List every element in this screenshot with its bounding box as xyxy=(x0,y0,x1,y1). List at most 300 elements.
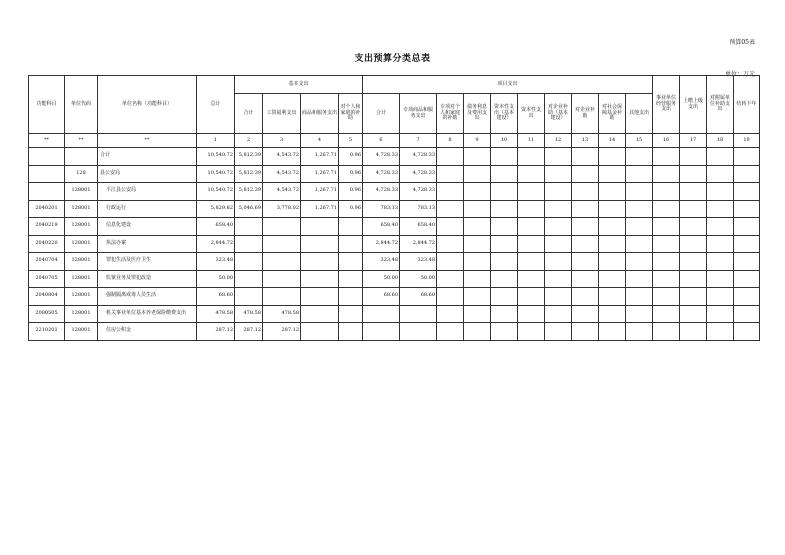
col-project-2: 专项对个人和家庭的补助 xyxy=(437,94,464,134)
basic-total-cell xyxy=(235,270,263,288)
empty-cell xyxy=(491,183,518,201)
index-cell: 9 xyxy=(464,134,491,148)
page-title: 支出预算分类总表 xyxy=(354,54,431,64)
empty-cell xyxy=(518,288,545,306)
col-project-0: 合计 xyxy=(363,94,400,134)
index-cell: 10 xyxy=(491,134,518,148)
table-row xyxy=(29,165,760,183)
project-total-cell: 323.48 xyxy=(363,253,400,271)
basic-person-cell xyxy=(339,288,363,306)
empty-cell xyxy=(464,148,491,166)
index-cell: 8 xyxy=(437,134,464,148)
table-row xyxy=(29,200,760,218)
empty-cell xyxy=(437,183,464,201)
table-body xyxy=(29,148,760,341)
empty-cell xyxy=(437,253,464,271)
basic-person-cell xyxy=(339,235,363,253)
project-total-cell: 68.60 xyxy=(363,288,400,306)
table-row xyxy=(29,270,760,288)
col-total: 总计 xyxy=(197,76,235,134)
func-code-cell xyxy=(29,165,65,183)
empty-cell xyxy=(572,235,599,253)
col-project-8: 对社会保障基金补助 xyxy=(599,94,626,134)
col-basic-0: 合计 xyxy=(235,94,263,134)
total-cell: 323.48 xyxy=(197,253,235,271)
basic-person-cell xyxy=(339,270,363,288)
empty-cell xyxy=(491,270,518,288)
total-cell: 50.00 xyxy=(197,270,235,288)
empty-cell xyxy=(599,218,626,236)
total-cell: 287.12 xyxy=(197,323,235,341)
unit-name-cell: 机关事业单位基本养老保险缴费支出 xyxy=(98,305,197,323)
empty-cell xyxy=(518,183,545,201)
unit-name-cell: 合计 xyxy=(98,148,197,166)
empty-cell xyxy=(518,148,545,166)
empty-cell xyxy=(518,235,545,253)
total-cell: 68.60 xyxy=(197,288,235,306)
table-row xyxy=(29,235,760,253)
empty-cell xyxy=(599,305,626,323)
empty-cell xyxy=(707,270,734,288)
empty-cell xyxy=(680,165,707,183)
basic-person-cell xyxy=(339,323,363,341)
empty-cell xyxy=(464,200,491,218)
basic-wage-cell: 478.58 xyxy=(263,305,301,323)
empty-cell xyxy=(599,235,626,253)
empty-cell xyxy=(572,148,599,166)
empty-cell xyxy=(653,148,680,166)
empty-cell xyxy=(491,288,518,306)
empty-cell xyxy=(572,165,599,183)
table-row xyxy=(29,288,760,306)
empty-cell xyxy=(545,235,572,253)
basic-wage-cell xyxy=(263,288,301,306)
unit-name-cell: 罪犯生活及医疗卫生 xyxy=(98,253,197,271)
basic-person-cell: 0.96 xyxy=(339,200,363,218)
empty-cell xyxy=(680,148,707,166)
col-project-7: 对企业补助 xyxy=(572,94,599,134)
basic-total-cell: 5,812.39 xyxy=(235,165,263,183)
empty-cell xyxy=(491,148,518,166)
empty-cell xyxy=(545,165,572,183)
empty-cell xyxy=(491,200,518,218)
basic-goods-cell: 1,267.71 xyxy=(301,165,339,183)
project-goods-cell: 68.60 xyxy=(400,288,437,306)
total-cell: 2,844.72 xyxy=(197,235,235,253)
func-code-cell: 2080505 xyxy=(29,305,65,323)
table-row xyxy=(29,305,760,323)
empty-cell xyxy=(518,165,545,183)
index-cell: 18 xyxy=(707,134,734,148)
basic-total-cell xyxy=(235,218,263,236)
unit-code-cell: 128001 xyxy=(65,218,98,236)
col-project-9: 其他支出 xyxy=(626,94,653,134)
empty-cell xyxy=(653,253,680,271)
project-goods-cell: 658.40 xyxy=(400,218,437,236)
empty-cell xyxy=(545,288,572,306)
basic-wage-cell: 4,543.72 xyxy=(263,183,301,201)
table-row xyxy=(29,148,760,166)
basic-person-cell: 0.96 xyxy=(339,183,363,201)
empty-cell xyxy=(680,323,707,341)
unit-code-cell xyxy=(65,148,98,166)
empty-cell xyxy=(437,235,464,253)
empty-cell xyxy=(734,183,760,201)
table-row xyxy=(29,253,760,271)
empty-cell xyxy=(599,288,626,306)
empty-cell xyxy=(545,305,572,323)
index-cell: 16 xyxy=(653,134,680,148)
basic-total-cell xyxy=(235,253,263,271)
empty-cell xyxy=(680,235,707,253)
basic-total-cell xyxy=(235,235,263,253)
index-cell: 6 xyxy=(363,134,400,148)
empty-cell xyxy=(572,323,599,341)
empty-cell xyxy=(626,218,653,236)
empty-cell xyxy=(626,148,653,166)
unit-name-cell: 执法办案 xyxy=(98,235,197,253)
basic-person-cell xyxy=(339,218,363,236)
basic-goods-cell xyxy=(301,270,339,288)
basic-wage-cell: 3,778.02 xyxy=(263,200,301,218)
basic-wage-cell: 4,543.72 xyxy=(263,165,301,183)
func-code-cell: 2040704 xyxy=(29,253,65,271)
col-basic-1: 工资福利支出 xyxy=(263,94,301,134)
col-tail-2: 对附属单位补助支出 xyxy=(707,76,734,134)
basic-goods-cell xyxy=(301,235,339,253)
unit-code-cell: 128 xyxy=(65,165,98,183)
empty-cell xyxy=(626,253,653,271)
project-goods-cell: 323.48 xyxy=(400,253,437,271)
func-code-cell: 2040220 xyxy=(29,235,65,253)
empty-cell xyxy=(707,148,734,166)
empty-cell xyxy=(464,235,491,253)
empty-cell xyxy=(437,323,464,341)
total-cell: 478.58 xyxy=(197,305,235,323)
empty-cell xyxy=(572,200,599,218)
empty-cell xyxy=(518,270,545,288)
unit-name-cell: 县公安局 xyxy=(98,165,197,183)
empty-cell xyxy=(734,253,760,271)
project-total-cell: 4,728.33 xyxy=(363,165,400,183)
project-total-cell: 658.40 xyxy=(363,218,400,236)
empty-cell xyxy=(599,165,626,183)
empty-cell xyxy=(707,165,734,183)
basic-goods-cell xyxy=(301,288,339,306)
func-code-cell: 2040705 xyxy=(29,270,65,288)
empty-cell xyxy=(599,253,626,271)
unit-code-cell: 128001 xyxy=(65,270,98,288)
index-cell: 13 xyxy=(572,134,599,148)
empty-cell xyxy=(734,288,760,306)
unit-code-cell: 128001 xyxy=(65,288,98,306)
form-code-label: 预算05表 xyxy=(729,39,755,46)
col-project-6: 对企业补助（基本建设） xyxy=(545,94,572,134)
basic-total-cell: 478.58 xyxy=(235,305,263,323)
func-code-cell xyxy=(29,148,65,166)
empty-cell xyxy=(707,235,734,253)
total-cell: 658.40 xyxy=(197,218,235,236)
empty-cell xyxy=(707,305,734,323)
empty-cell xyxy=(680,270,707,288)
col-basic-2: 商品和服务支出 xyxy=(301,94,339,134)
basic-wage-cell xyxy=(263,270,301,288)
index-cell: ** xyxy=(65,134,98,148)
empty-cell xyxy=(491,253,518,271)
empty-cell xyxy=(572,253,599,271)
basic-person-cell: 0.96 xyxy=(339,165,363,183)
empty-cell xyxy=(626,305,653,323)
index-cell: ** xyxy=(29,134,65,148)
empty-cell xyxy=(734,270,760,288)
empty-cell xyxy=(680,288,707,306)
empty-cell xyxy=(437,165,464,183)
basic-goods-cell xyxy=(301,323,339,341)
basic-wage-cell xyxy=(263,235,301,253)
empty-cell xyxy=(518,200,545,218)
project-total-cell xyxy=(363,323,400,341)
empty-cell xyxy=(653,200,680,218)
empty-cell xyxy=(680,200,707,218)
empty-cell xyxy=(437,288,464,306)
unit-name-cell: 住房公积金 xyxy=(98,323,197,341)
basic-goods-cell: 1,267.71 xyxy=(301,148,339,166)
col-project-4: 资本性支出（基本建设） xyxy=(491,94,518,134)
empty-cell xyxy=(572,270,599,288)
empty-cell xyxy=(707,218,734,236)
empty-cell xyxy=(464,165,491,183)
empty-cell xyxy=(437,148,464,166)
empty-cell xyxy=(653,235,680,253)
project-total-cell: 4,728.33 xyxy=(363,148,400,166)
table-row xyxy=(29,183,760,201)
empty-cell xyxy=(680,218,707,236)
index-cell: 17 xyxy=(680,134,707,148)
basic-person-cell xyxy=(339,305,363,323)
unit-code-cell: 128001 xyxy=(65,305,98,323)
index-cell: 11 xyxy=(518,134,545,148)
empty-cell xyxy=(491,235,518,253)
empty-cell xyxy=(437,218,464,236)
empty-cell xyxy=(734,200,760,218)
project-total-cell: 783.13 xyxy=(363,200,400,218)
index-cell: 2 xyxy=(235,134,263,148)
col-unit-code: 单位代码 xyxy=(65,76,98,134)
index-row xyxy=(29,134,760,148)
empty-cell xyxy=(599,200,626,218)
project-goods-cell: 4,728.33 xyxy=(400,148,437,166)
empty-cell xyxy=(734,218,760,236)
empty-cell xyxy=(518,253,545,271)
project-goods-cell xyxy=(400,323,437,341)
total-cell: 5,829.82 xyxy=(197,200,235,218)
empty-cell xyxy=(572,305,599,323)
basic-goods-cell xyxy=(301,218,339,236)
col-project-5: 资本性支出 xyxy=(518,94,545,134)
project-goods-cell: 4,728.33 xyxy=(400,165,437,183)
basic-wage-cell: 287.12 xyxy=(263,323,301,341)
col-project-1: 专项商品和服务支出 xyxy=(400,94,437,134)
empty-cell xyxy=(626,183,653,201)
project-goods-cell: 50.00 xyxy=(400,270,437,288)
table-row xyxy=(29,218,760,236)
empty-cell xyxy=(680,183,707,201)
empty-cell xyxy=(572,218,599,236)
basic-total-cell: 5,812.39 xyxy=(235,148,263,166)
project-total-cell xyxy=(363,305,400,323)
empty-cell xyxy=(518,218,545,236)
empty-cell xyxy=(653,218,680,236)
empty-cell xyxy=(707,323,734,341)
empty-cell xyxy=(734,148,760,166)
empty-cell xyxy=(464,288,491,306)
empty-cell xyxy=(464,323,491,341)
empty-cell xyxy=(491,305,518,323)
basic-goods-cell xyxy=(301,305,339,323)
group-basic: 基本支出 xyxy=(235,76,363,94)
empty-cell xyxy=(518,305,545,323)
unit-name-cell: 平江县公安局 xyxy=(98,183,197,201)
col-basic-3: 对个人和家庭的补助 xyxy=(339,94,363,134)
index-cell: 5 xyxy=(339,134,363,148)
empty-cell xyxy=(545,323,572,341)
basic-total-cell: 287.12 xyxy=(235,323,263,341)
index-cell: 12 xyxy=(545,134,572,148)
total-cell: 10,540.72 xyxy=(197,183,235,201)
basic-total-cell xyxy=(235,288,263,306)
index-cell: 15 xyxy=(626,134,653,148)
unit-code-cell: 128001 xyxy=(65,323,98,341)
empty-cell xyxy=(626,270,653,288)
index-cell: 4 xyxy=(301,134,339,148)
col-tail-0: 事业单位经营服务支出 xyxy=(653,76,680,134)
empty-cell xyxy=(599,270,626,288)
unit-name-cell: 信息化建设 xyxy=(98,218,197,236)
empty-cell xyxy=(626,200,653,218)
basic-person-cell xyxy=(339,253,363,271)
group-project: 项目支出 xyxy=(363,76,653,94)
empty-cell xyxy=(599,323,626,341)
empty-cell xyxy=(491,323,518,341)
unit-code-cell: 128001 xyxy=(65,183,98,201)
empty-cell xyxy=(464,218,491,236)
basic-total-cell: 5,812.39 xyxy=(235,183,263,201)
col-unit-name: 单位名称（功能科目） xyxy=(98,76,197,134)
project-total-cell: 4,728.33 xyxy=(363,183,400,201)
empty-cell xyxy=(545,270,572,288)
empty-cell xyxy=(653,183,680,201)
empty-cell xyxy=(464,270,491,288)
index-cell: ** xyxy=(98,134,197,148)
empty-cell xyxy=(653,305,680,323)
col-func-code: 功能科目 xyxy=(29,76,65,134)
table-row xyxy=(29,323,760,341)
empty-cell xyxy=(653,288,680,306)
func-code-cell xyxy=(29,183,65,201)
index-cell: 1 xyxy=(197,134,235,148)
unit-name-cell: 行政运行 xyxy=(98,200,197,218)
empty-cell xyxy=(653,323,680,341)
basic-wage-cell: 4,543.72 xyxy=(263,148,301,166)
empty-cell xyxy=(545,200,572,218)
basic-goods-cell: 1,267.71 xyxy=(301,183,339,201)
empty-cell xyxy=(707,288,734,306)
project-goods-cell: 2,844.72 xyxy=(400,235,437,253)
empty-cell xyxy=(653,165,680,183)
empty-cell xyxy=(707,200,734,218)
empty-cell xyxy=(599,148,626,166)
unit-label: 单位：万元 xyxy=(724,71,755,78)
unit-name-cell: 强制隔离戒毒人员生活 xyxy=(98,288,197,306)
empty-cell xyxy=(545,183,572,201)
budget-table xyxy=(28,75,760,341)
empty-cell xyxy=(437,270,464,288)
func-code-cell: 2040201 xyxy=(29,200,65,218)
empty-cell xyxy=(599,183,626,201)
empty-cell xyxy=(491,218,518,236)
basic-goods-cell xyxy=(301,253,339,271)
empty-cell xyxy=(572,288,599,306)
project-total-cell: 50.00 xyxy=(363,270,400,288)
empty-cell xyxy=(626,288,653,306)
basic-wage-cell xyxy=(263,218,301,236)
total-cell: 10,540.72 xyxy=(197,148,235,166)
index-cell: 3 xyxy=(263,134,301,148)
basic-total-cell: 5,046.69 xyxy=(235,200,263,218)
empty-cell xyxy=(518,323,545,341)
empty-cell xyxy=(464,305,491,323)
project-goods-cell: 4,728.33 xyxy=(400,183,437,201)
project-goods-cell: 783.13 xyxy=(400,200,437,218)
unit-name-cell: 监狱业务及罪犯改造 xyxy=(98,270,197,288)
empty-cell xyxy=(626,235,653,253)
empty-cell xyxy=(707,183,734,201)
func-code-cell: 2040219 xyxy=(29,218,65,236)
func-code-cell: 2210201 xyxy=(29,323,65,341)
empty-cell xyxy=(545,253,572,271)
unit-code-cell: 128001 xyxy=(65,200,98,218)
col-project-3: 债务利息及费用支出 xyxy=(464,94,491,134)
empty-cell xyxy=(734,305,760,323)
empty-cell xyxy=(626,323,653,341)
func-code-cell: 2040804 xyxy=(29,288,65,306)
col-tail-3: 结转下年 xyxy=(734,76,760,134)
empty-cell xyxy=(707,253,734,271)
empty-cell xyxy=(626,165,653,183)
index-cell: 19 xyxy=(734,134,760,148)
empty-cell xyxy=(734,165,760,183)
total-cell: 10,540.72 xyxy=(197,165,235,183)
empty-cell xyxy=(680,305,707,323)
empty-cell xyxy=(680,253,707,271)
unit-code-cell: 128001 xyxy=(65,235,98,253)
empty-cell xyxy=(734,235,760,253)
empty-cell xyxy=(572,183,599,201)
basic-wage-cell xyxy=(263,253,301,271)
empty-cell xyxy=(437,305,464,323)
empty-cell xyxy=(464,253,491,271)
index-cell: 7 xyxy=(400,134,437,148)
project-total-cell: 2,844.72 xyxy=(363,235,400,253)
col-tail-1: 上缴上级支出 xyxy=(680,76,707,134)
empty-cell xyxy=(653,270,680,288)
index-cell: 14 xyxy=(599,134,626,148)
empty-cell xyxy=(437,200,464,218)
empty-cell xyxy=(734,323,760,341)
basic-person-cell: 0.96 xyxy=(339,148,363,166)
basic-goods-cell: 1,267.71 xyxy=(301,200,339,218)
unit-code-cell: 128001 xyxy=(65,253,98,271)
